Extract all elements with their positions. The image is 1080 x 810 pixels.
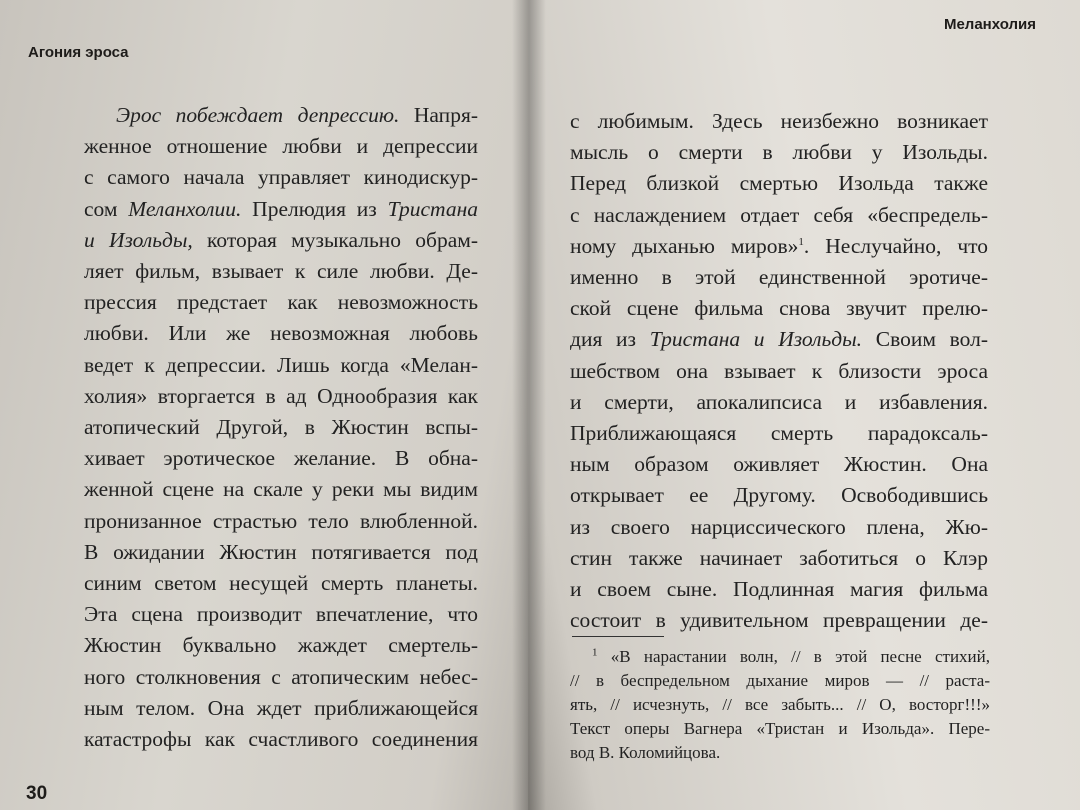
footnote (570, 645, 990, 765)
text-line (84, 162, 478, 193)
text-line (570, 693, 990, 717)
text-segment: В ожидании Жюстин потягивается под (84, 539, 478, 564)
footnote-marker: 1 (798, 235, 804, 248)
text-line (570, 512, 988, 543)
text-line (570, 106, 988, 137)
text-segment: ным образом оживляет Жюстин. Она (570, 452, 988, 477)
text-line (84, 693, 478, 724)
text-line (570, 168, 988, 199)
text-segment: женное отношение любви и депрессии (84, 134, 478, 159)
text-line (570, 324, 988, 355)
text-segment: и смерти, апокалипсиса и избавления. (570, 389, 988, 414)
text-line (84, 287, 478, 318)
text-line (84, 256, 478, 287)
italic-text: Меланхолии. (128, 196, 242, 221)
text-segment: прессия предстает как невозможность (84, 290, 478, 315)
text-line (84, 381, 478, 412)
text-line (570, 262, 988, 293)
text-line (84, 506, 478, 537)
page-number: 30 (26, 783, 48, 804)
text-segment: ным телом. Она ждет приближающейся (84, 695, 478, 720)
text-segment: ного столкновения с атопическим небес- (84, 664, 478, 689)
text-line (84, 443, 478, 474)
text-segment: пронизанное страстью тело влюбленной. (84, 508, 478, 533)
text-line (84, 568, 478, 599)
text-line (84, 318, 478, 349)
text-segment: из своего нарциссического плена, Жю- (570, 514, 988, 539)
text-segment: именно в этой единственной эротиче- (570, 265, 988, 290)
text-line (570, 574, 988, 605)
italic-text: Тристана (387, 196, 478, 221)
text-segment: и своем сыне. Подлинная магия фильма (570, 577, 988, 602)
text-line (570, 480, 988, 511)
text-line (570, 605, 988, 636)
text-line (570, 543, 988, 574)
italic-text: и Изольды, (84, 227, 193, 252)
text-segment: сом (84, 196, 129, 221)
left-page-text (84, 100, 478, 755)
text-segment: Перед близкой смертью Изольда также (570, 171, 988, 196)
text-segment: // в беспредельном дыхание миров — // раста- (570, 671, 990, 690)
running-head-left: Агония эроса (28, 44, 129, 61)
text-line (570, 418, 988, 449)
text-segment: атопический Другой, в Жюстин вспы- (84, 415, 478, 440)
text-line (84, 537, 478, 568)
text-segment: Своим вол- (862, 327, 988, 352)
text-line (84, 474, 478, 505)
text-segment: Приближающаяся смерть парадоксаль- (570, 421, 988, 446)
text-segment: Текст оперы Вагнера «Тристан и Изольда». Пере- (570, 719, 990, 738)
text-line (84, 724, 478, 755)
text-line (84, 599, 478, 630)
text-line (84, 225, 478, 256)
text-line (84, 100, 478, 131)
text-segment: мысль о смерти в любви у Изольды. (570, 140, 988, 165)
text-line (570, 449, 988, 480)
text-line (84, 350, 478, 381)
footnote-divider (572, 636, 664, 637)
text-segment: Жюстин буквально жаждет смертель- (84, 633, 478, 658)
text-segment: состоит в удивительном превращении де- (570, 608, 988, 633)
italic-text: Эрос побеждает депрессию. (116, 103, 400, 127)
text-segment: «В нарастании волн, // в этой песне стихий, (597, 647, 990, 666)
text-segment: с самого начала управляет кинодискур- (84, 165, 478, 190)
footnote-marker: 1 (592, 646, 598, 659)
text-segment: Эта сцена производит впечатление, что (84, 602, 478, 627)
text-segment: с наслаждением отдает себя «беспредель- (570, 202, 988, 227)
text-segment: с любимым. Здесь неизбежно возникает (570, 109, 988, 133)
left-page (0, 0, 528, 810)
text-line (570, 200, 988, 231)
running-head-right: Меланхолия (943, 16, 1036, 33)
text-line (570, 137, 988, 168)
text-segment: вод В. Коломийцова. (570, 743, 721, 762)
text-line (84, 630, 478, 661)
text-line (570, 293, 988, 324)
text-line (84, 194, 478, 225)
text-segment: открывает ее Другому. Освободившись (570, 483, 988, 508)
text-line (84, 131, 478, 162)
text-segment: Прелюдия из (241, 196, 388, 221)
text-line (570, 717, 990, 741)
text-segment: шебством она взывает к близости эроса (570, 358, 988, 383)
text-segment: стин также начинает заботиться о Клэр (570, 545, 988, 570)
text-segment: синим светом несущей смерть планеты. (84, 571, 478, 596)
text-segment: ляет фильм, взывает к силе любви. Де- (84, 259, 478, 284)
text-segment: хивает эротическое желание. В обна- (84, 446, 478, 471)
text-segment: которая музыкально обрам- (192, 227, 478, 252)
right-page (528, 0, 1080, 810)
text-line (570, 231, 988, 262)
text-line (570, 669, 990, 693)
text-segment: женной сцене на скале у реки мы видим (84, 477, 478, 502)
text-line (570, 741, 990, 765)
text-segment: . Неслучайно, что (803, 233, 988, 258)
text-segment: ской сцене фильма снова звучит прелю- (570, 296, 988, 321)
text-segment: холия» вторгается в ад Однообразия как (84, 383, 478, 408)
text-segment: катастрофы как счастливого соединения (84, 727, 478, 752)
text-segment: дия из (570, 327, 650, 352)
text-line (570, 356, 988, 387)
text-line (84, 662, 478, 693)
text-segment: Напря- (399, 103, 478, 127)
text-segment: ведет к депрессии. Лишь когда «Мелан- (84, 352, 478, 377)
right-page-text (570, 106, 988, 636)
text-line (84, 412, 478, 443)
text-segment: ному дыханью миров» (570, 233, 799, 258)
text-segment: любви. Или же невозможная любовь (84, 321, 478, 346)
text-line (570, 387, 988, 418)
text-line (570, 645, 990, 669)
text-segment: ять, // исчезнуть, // все забыть... // О, восторг!!!» (570, 695, 990, 714)
italic-text: Тристана и Изольды. (649, 327, 863, 352)
